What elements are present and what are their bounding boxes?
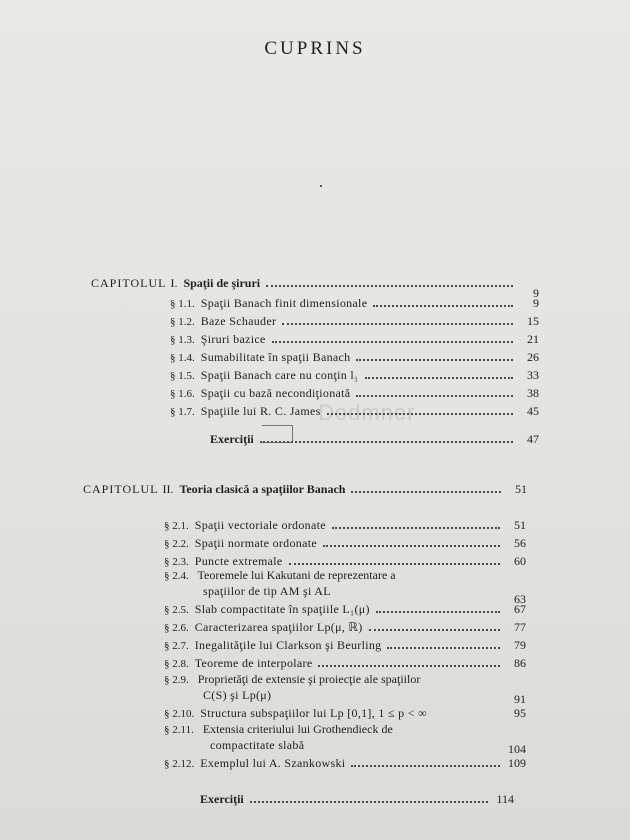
toc-entry[interactable]: § 1.2. Baze Schauder 15 xyxy=(170,314,539,328)
toc-entry[interactable]: § 1.3. Şiruri bazice 21 xyxy=(170,332,539,346)
toc-entry[interactable]: § 2.7. Inegalităţile lui Clarkson şi Beurling 79 xyxy=(164,638,526,652)
toc-entry[interactable]: § 2.10. Structura subspaţiilor lui Lp [0,1], 1 ≤ p < ∞ 95 xyxy=(164,706,526,720)
chapter-heading[interactable]: CAPITOLUL II. Teoria clasică a spaţiilor Banach 51 xyxy=(83,482,527,496)
page-number: 9 xyxy=(533,286,539,300)
toc-entry[interactable]: § 2.8. Teoreme de interpolare 86 xyxy=(164,656,526,670)
stray-dot xyxy=(320,185,322,187)
chapter-title: Teoria clasică a spaţiilor Banach xyxy=(179,482,346,496)
toc-entry[interactable]: § 1.7. Spaţiile lui R. C. James 45 xyxy=(170,404,539,418)
toc-entry[interactable]: § 1.6. Spaţii cu bază necondiţionată 38 xyxy=(170,386,539,400)
toc-exercises[interactable]: Exerciţii 114 xyxy=(200,792,514,806)
toc-entry[interactable]: § 2.2. Spaţii normate ordonate 56 xyxy=(164,536,526,550)
chapter-heading[interactable]: CAPITOLUL I. Spaţii de şiruri 9 xyxy=(91,276,539,300)
toc-entry[interactable]: § 1.5. Spaţii Banach care nu conţin l₁ 33 xyxy=(170,368,539,382)
toc-entry[interactable]: § 1.4. Sumabilitate în spaţii Banach 26 xyxy=(170,350,539,364)
dot-leader xyxy=(266,285,513,287)
toc-entry[interactable]: § 2.6. Caracterizarea spaţiilor Lp(μ, ℝ) 77 xyxy=(164,620,526,634)
toc-entry[interactable]: § 2.3. Puncte extremale 60 xyxy=(164,554,526,568)
toc-entry-line2[interactable]: compactitate slabă 104 xyxy=(210,738,526,756)
toc-entry-line1[interactable]: § 2.11. Extensia criteriului lui Grothendieck de xyxy=(164,722,393,736)
toc-entry-line1[interactable]: § 2.9. Proprietăţi de extensie şi proiecţie ale spaţiilor xyxy=(164,672,421,686)
page-number: 51 xyxy=(515,482,527,496)
toc-entry[interactable]: § 2.1. Spaţii vectoriale ordonate 51 xyxy=(164,518,526,532)
page-title: CUPRINS xyxy=(264,38,366,59)
chapter-title: Spaţii de şiruri xyxy=(183,276,261,290)
toc-exercises[interactable]: Exerciţii 47 xyxy=(210,432,539,446)
toc-entry-line2[interactable]: C(S) şi Lp(μ) 91 xyxy=(203,688,526,706)
toc-entry-line2[interactable]: spaţiilor de tip AM şi AL 63 xyxy=(203,584,526,606)
watermark: Dodmner xyxy=(318,400,416,425)
toc-entry[interactable]: § 1.1. Spaţii Banach finit dimensionale 9 xyxy=(170,296,539,310)
toc-entry-line1[interactable]: § 2.4. Teoremele lui Kakutani de reprezentare a xyxy=(164,568,396,582)
dot-leader xyxy=(351,491,501,493)
toc-entry[interactable]: § 2.5. Slab compactitate în spaţiile L₁(μ) 67 xyxy=(164,602,526,616)
toc-entry[interactable]: § 2.12. Exemplul lui A. Szankowski 109 xyxy=(164,756,526,770)
